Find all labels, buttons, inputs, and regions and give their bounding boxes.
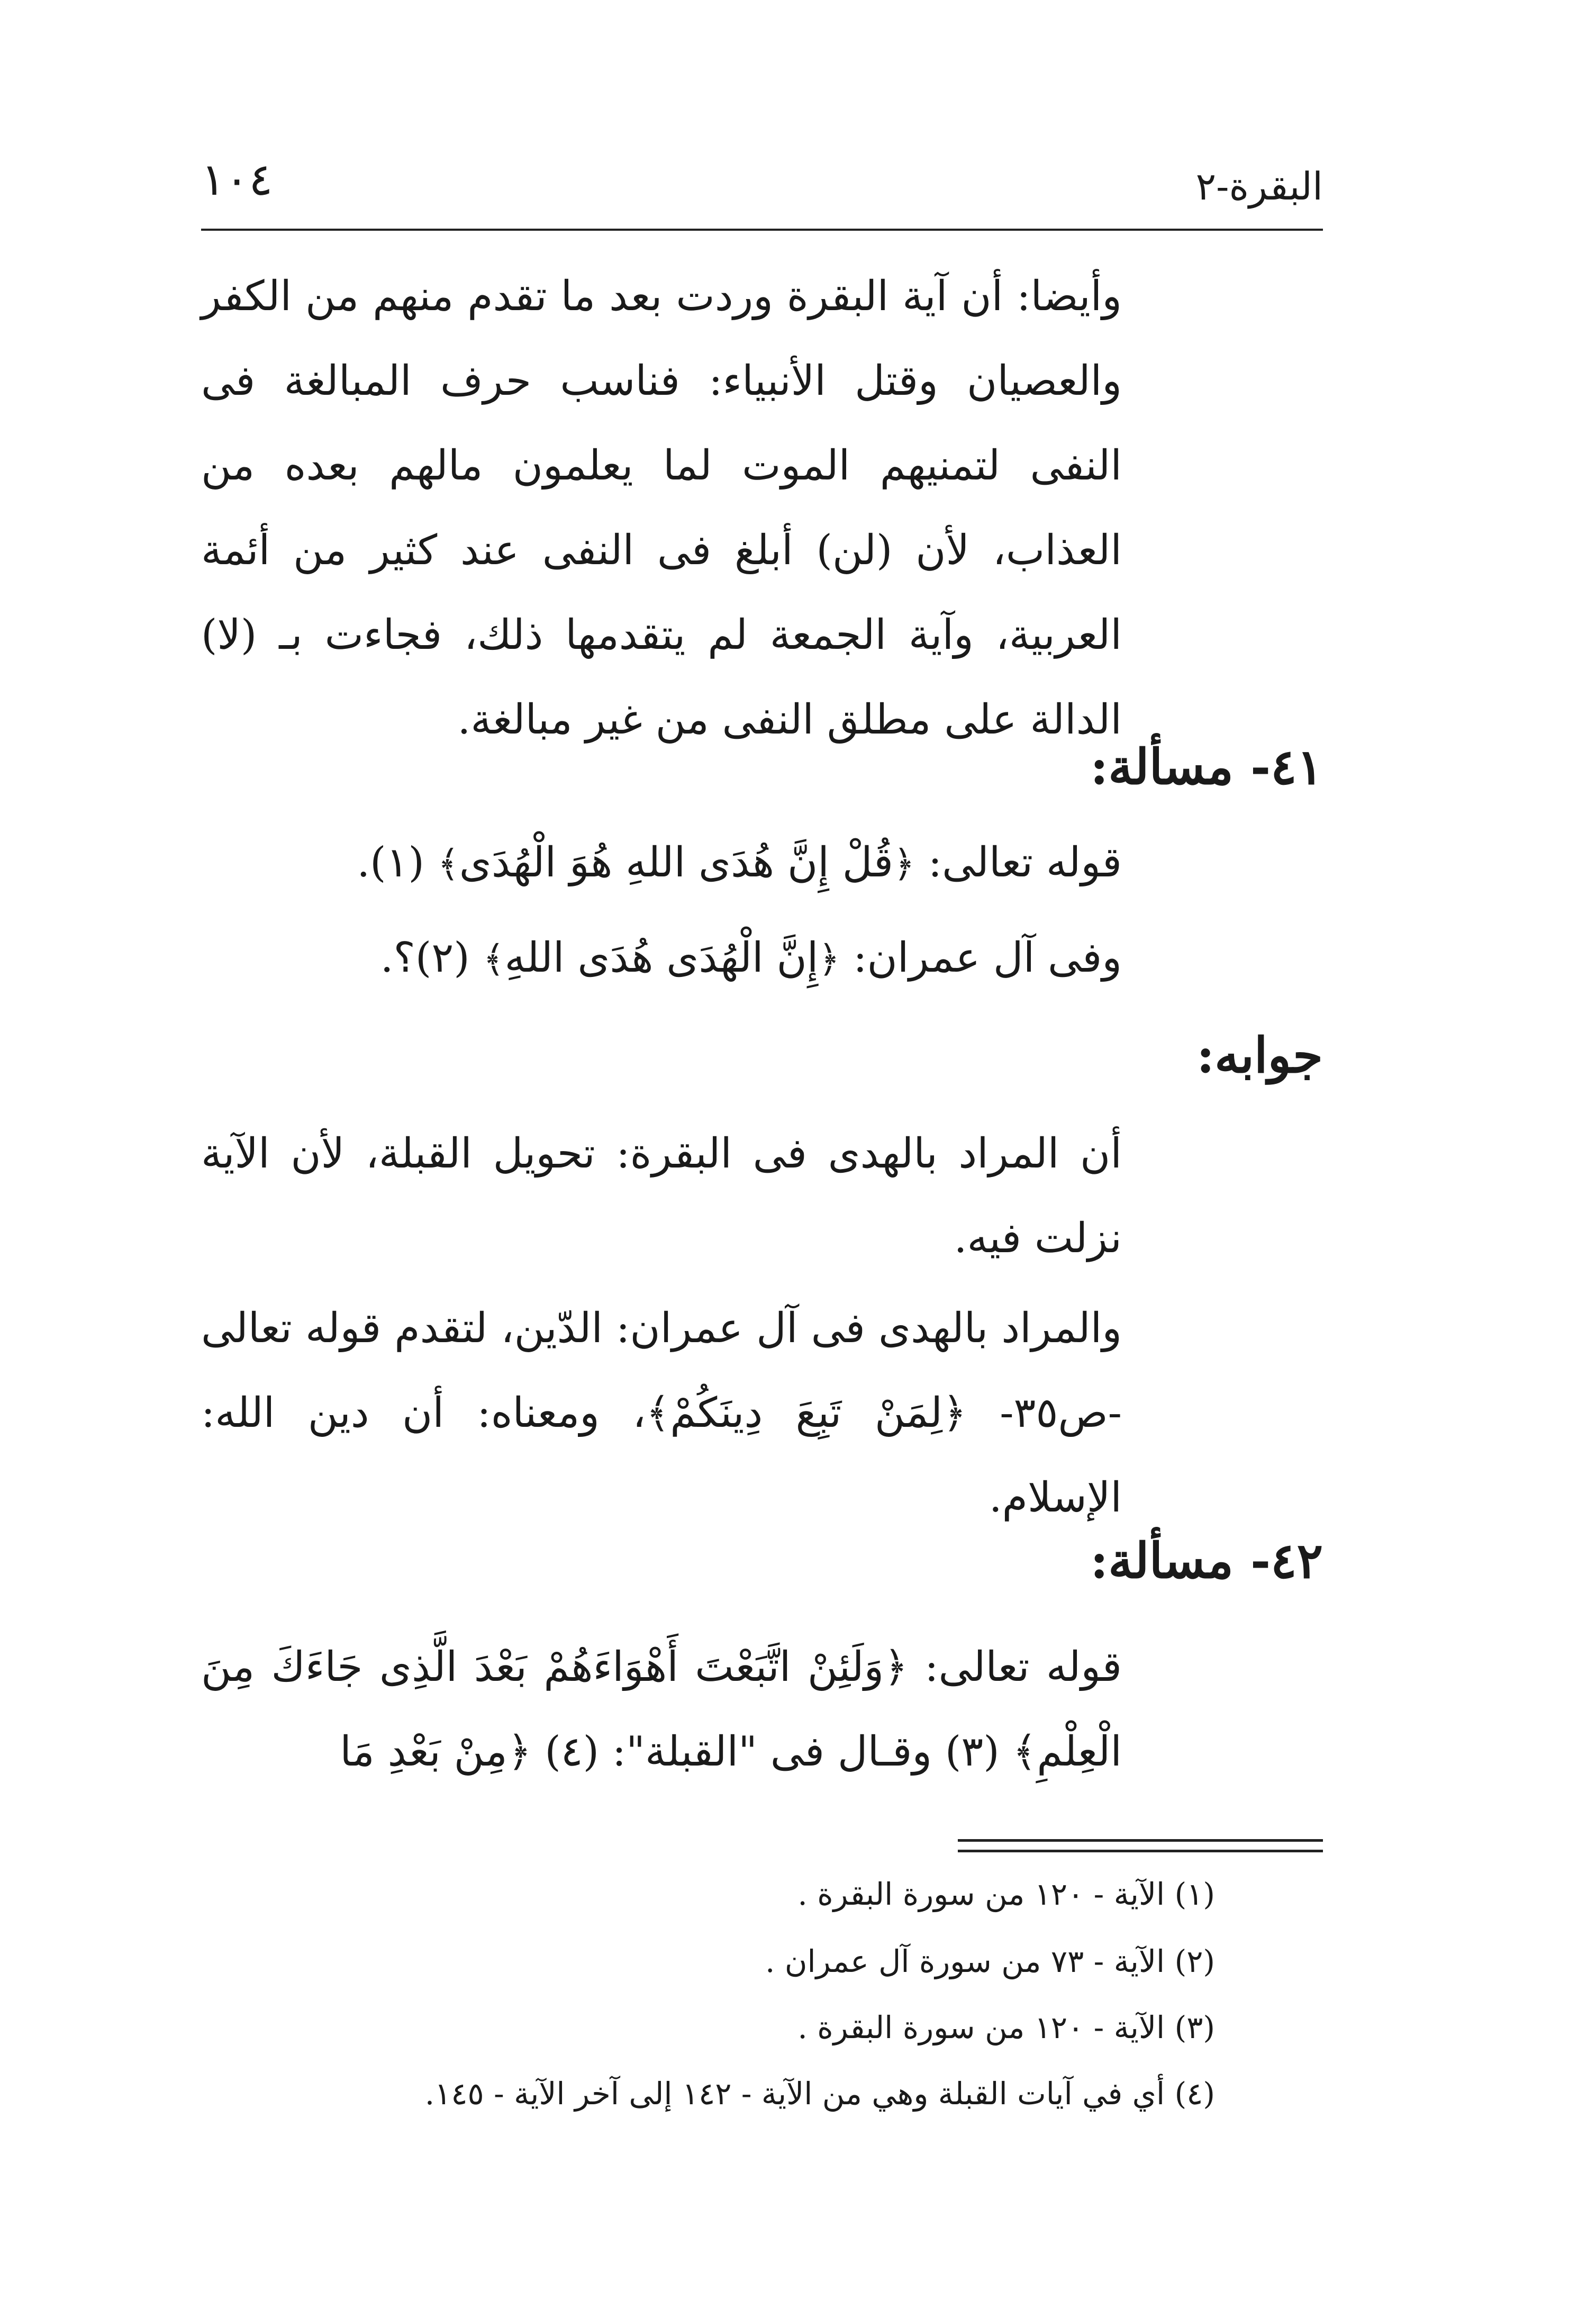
footnote-rule (958, 1839, 1323, 1842)
answer-41-paragraph-b: والمراد بالهدى فى آل عمران: الدّين، لتقدم قوله تعالى -ص٣٥- ﴿لِمَنْ تَبِعَ دِينَكُمْ﴾، ومعناه: أن دين الله: الإسلام. (201, 1305, 1122, 1522)
verse-intro: وفى آل عمران: (840, 934, 1122, 982)
footnote-3: (٣) الآية - ١٢٠ من سورة البقرة . (797, 2010, 1215, 2046)
question-42-paragraph: قوله تعالى: ﴿وَلَئِنْ اتَّبَعْتَ أَهْوَاءَهُمْ بَعْدَ الَّذِى جَاءَكَ مِنَ الْعِلْمِ﴾ (٣) وقـال فى "القبلة": (٤) ﴿مِنْ بَعْدِ مَا (201, 1643, 1122, 1776)
footnote-ref: (١). (357, 839, 438, 886)
ornament-close: ﴾ (437, 842, 459, 885)
question-41-heading: ٤١- مسألة: (1090, 738, 1323, 795)
quran-verse: قُلْ إِنَّ هُدَى اللهِ هُوَ الْهُدَى (459, 839, 894, 886)
question-41-line-2 (380, 934, 1122, 982)
ornament-open: ﴿ (893, 842, 915, 885)
page-header (201, 148, 1323, 217)
footnote-1: (١) الآية - ١٢٠ من سورة البقرة . (797, 1876, 1215, 1912)
footnote-4: (٤) أي في آيات القبلة وهي من الآية - ١٤٢ إلى آخر الآية - ١٤٥. (424, 2076, 1215, 2112)
question-41-line-1 (357, 839, 1122, 886)
footnote-2: (٢) الآية - ٧٣ من سورة آل عمران . (765, 1943, 1215, 1979)
chapter-title: البقرة-٢ (1195, 164, 1323, 209)
footnote-rule (958, 1850, 1323, 1852)
ornament-close: ﴾ (483, 937, 505, 981)
quran-verse: إِنَّ الْهُدَى هُدَى اللهِ (504, 934, 819, 982)
answer-41-paragraph-a: أن المراد بالهدى فى البقرة: تحويل القبلة، لأن الآية نزلت فيه. (201, 1130, 1122, 1262)
answer-41-heading: جوابه: (1196, 1027, 1323, 1084)
verse-intro: قوله تعالى: (915, 839, 1122, 886)
paragraph-intro: وأيضا: أن آية البقرة وردت بعد ما تقدم منهم من الكفر والعصيان وقتل الأنبياء: فناسب حرف المبالغة فى النفى لتمنيهم الموت لما يعلمون مالهم بعده من العذاب، لأن (لن) أبلغ فى النفى عند كثير من أئمة العربية، وآية الجمعة لم يتقدمها ذلك، فجاءت بـ (لا) الدالة على مطلق النفى من غير مبالغة. (201, 273, 1122, 744)
question-42-heading: ٤٢- مسألة: (1090, 1532, 1323, 1589)
footnote-ref: (٢)؟. (380, 934, 483, 982)
page-number: ١٠٤ (201, 153, 273, 205)
header-rule (201, 229, 1323, 231)
ornament-open: ﴿ (818, 937, 840, 981)
